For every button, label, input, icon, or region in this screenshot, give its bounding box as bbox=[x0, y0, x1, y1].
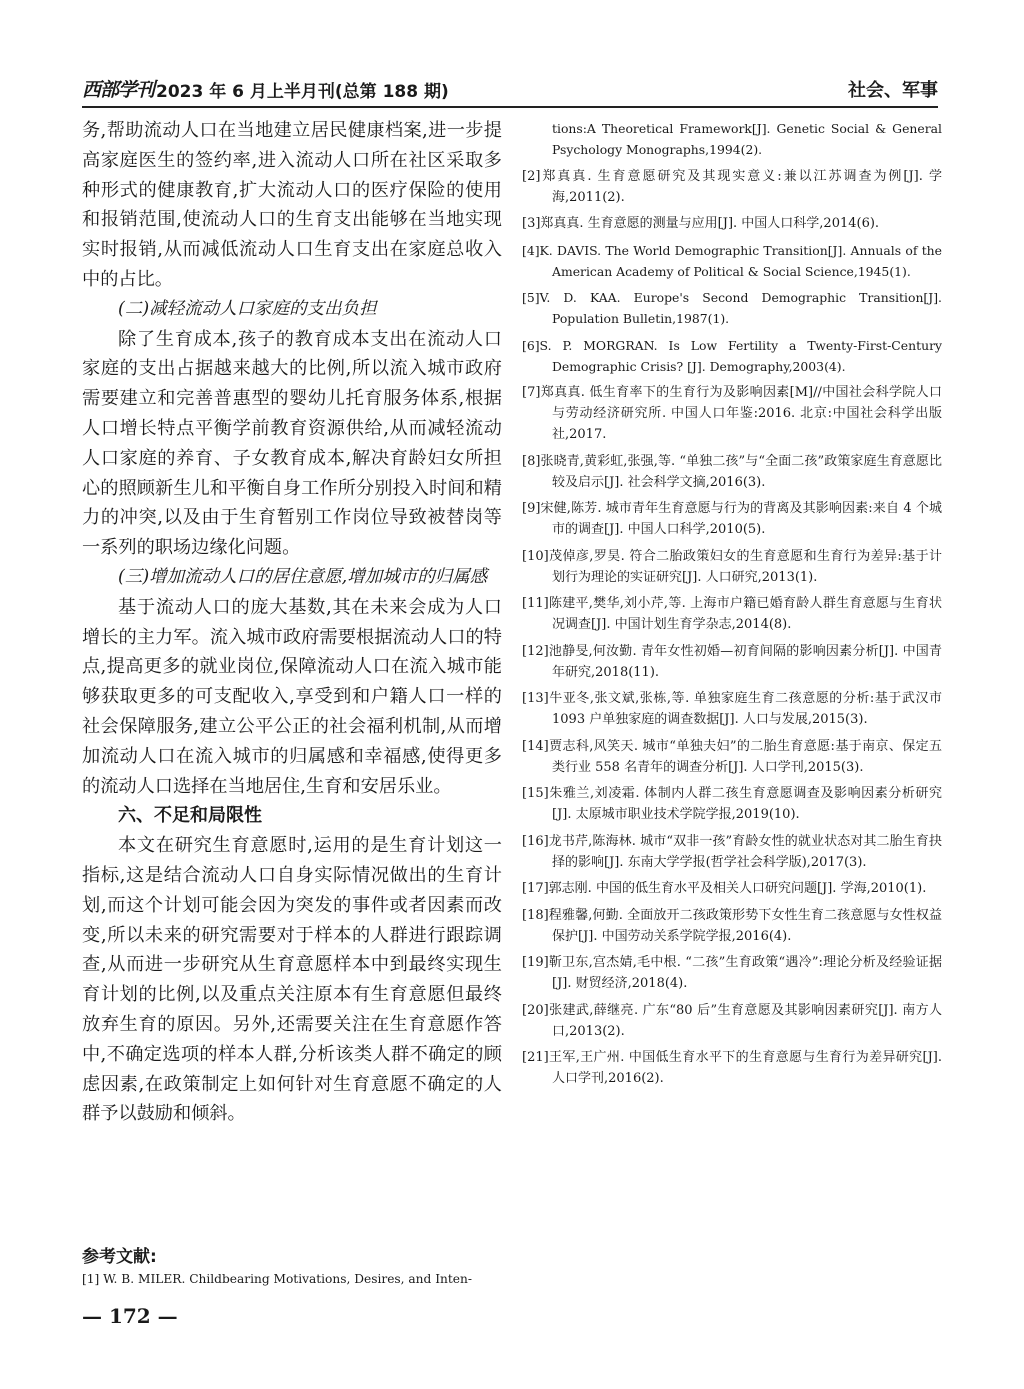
paragraph-4: 本文在研究生育意愿时,运用的是生育计划这一指标,这是结合流动人口自身实际情况做出的生育计划,而这个计划可能会因为突发的事件或者因素而改变,所以未来的研究需要对于样本的人群进行跟踪调查,从而进一步研究从生育意愿样本中到最终实现生育计划的比例,以及重点关注原本有生育意愿但最终放弃生育的原因。另外,还需要关注在生育意愿作答中,不确定选项的样本人群,分析该类人群不确定的顾虑因素,在政策制定上如何针对生育意愿不确定的人群予以鼓励和倾斜。 bbox=[82, 835, 502, 1125]
reference-item: [13]牛亚冬,张文斌,张栋,等. 单独家庭生育二孩意愿的分析:基于武汉市 1093 户单独家庭的调查数据[J]. 人口与发展,2015(3). bbox=[522, 691, 942, 727]
reference-item: [3]郑真真. 生育意愿的测量与应用[J]. 中国人口科学,2014(6). bbox=[522, 216, 880, 231]
references-title: 参考文献: bbox=[82, 1247, 157, 1267]
page-number: — 172 — bbox=[82, 1304, 178, 1328]
issue-info: 2023 年 6 月上半月刊(总第 188 期) bbox=[156, 82, 449, 102]
section-label: 社会、军事 bbox=[848, 80, 938, 101]
subheading-3: (三)增加流动人口的居住意愿,增加城市的归属感 bbox=[118, 566, 488, 587]
reference-item: [9]宋健,陈芳. 城市青年生育意愿与行为的背离及其影响因素:来自 4 个城市的调查[J]. 中国人口科学,2010(5). bbox=[522, 501, 942, 537]
reference-item: [16]龙书芹,陈海林. 城市“双非一孩”育龄女性的就业状态对其二胎生育抉择的影响[J]. 东南大学学报(哲学社会科学版),2017(3). bbox=[522, 833, 942, 870]
reference-item: [10]茂倬彦,罗昊. 符合二胎政策妇女的生育意愿和生育行为差异:基于计划行为理论的实证研究[J]. 人口研究,2013(1). bbox=[522, 548, 942, 585]
reference-item: [20]张建武,薛继亮. 广东“80 后”生育意愿及其影响因素研究[J]. 南方人口,2013(2). bbox=[522, 1002, 942, 1039]
section-heading-6: 六、不足和局限性 bbox=[118, 805, 262, 827]
reference-item: [8]张晓青,黄彩虹,张强,等. “单独二孩”与“全面二孩”政策家庭生育意愿比较及启示[J]. 社会科学文摘,2016(3). bbox=[522, 453, 942, 490]
reference-1: [1] W. B. MILER. Childbearing Motivations, Desires, and Inten- bbox=[82, 1272, 472, 1286]
reference-item: [21]王军,王广州. 中国低生育水平下的生育意愿与生育行为差异研究[J]. 人口学刊,2016(2). bbox=[522, 1050, 942, 1086]
reference-1-continued: tions:A Theoretical Framework[J]. Genetic Social & General Psychology Monographs,1994(2). bbox=[552, 121, 942, 157]
left-column bbox=[82, 116, 502, 1129]
reference-item: [5]V. D. KAA. Europe's Second Demographic Transition[J]. Population Bulletin,1987(1). bbox=[522, 290, 942, 326]
reference-item: [17]郭志刚. 中国的低生育水平及相关人口研究问题[J]. 学海,2010(1). bbox=[522, 881, 927, 896]
reference-item: [14]贾志科,风笑天. 城市“单独夫妇”的二胎生育意愿:基于南京、保定五类行业 558 名青年的调查分析[J]. 人口学刊,2015(3). bbox=[522, 738, 942, 775]
header-left bbox=[82, 75, 449, 106]
reference-item: [19]靳卫东,宫杰婧,毛中根. “二孩”生育政策“遇冷”:理论分析及经验证据[J]. 财贸经济,2018(4). bbox=[522, 955, 942, 991]
journal-logo: 西部学刊 bbox=[82, 79, 155, 101]
paragraph-1: 务,帮助流动人口在当地建立居民健康档案,进一步提高家庭医生的签约率,进入流动人口所在社区采取多种形式的健康教育,扩大流动人口的医疗保险的使用和报销范围,使流动人口的生育支出能够在当地实现实时报销,从而减低流动人口生育支出在家庭总收入中的占比。 bbox=[82, 120, 502, 290]
reference-item: [11]陈建平,樊华,刘小芹,等. 上海市户籍已婚育龄人群生育意愿与生育状况调查[J]. 中国计划生育学杂志,2014(8). bbox=[522, 596, 942, 632]
reference-item: [15]朱雅兰,刘凌霜. 体制内人群二孩生育意愿调查及影响因素分析研究[J]. 太原城市职业技术学院学报,2019(10). bbox=[522, 786, 942, 822]
reference-item: [7]郑真真. 低生育率下的生育行为及影响因素[M]//中国社会科学院人口与劳动经济研究所. 中国人口年鉴:2016. 北京:中国社会科学出版社,2017. bbox=[522, 385, 942, 442]
running-header bbox=[82, 72, 938, 108]
reference-item: [4]K. DAVIS. The World Demographic Transition[J]. Annuals of the American Academy of Political & Social Science,1945(1). bbox=[522, 242, 942, 279]
right-column bbox=[522, 118, 942, 1095]
paragraph-3: 基于流动人口的庞大基数,其在未来会成为人口增长的主力军。流入城市政府需要根据流动人口的特点,提高更多的就业岗位,保障流动人口在流入城市能够获取更多的可支配收入,享受到和户籍人口一样的社会保障服务,建立公平公正的社会福利机制,从而增加流动人口在流入城市的归属感和幸福感,使得更多的流动人口选择在当地居住,生育和安居乐业。 bbox=[82, 596, 502, 797]
subheading-2: (二)减轻流动人口家庭的支出负担 bbox=[118, 298, 377, 319]
reference-item: [2]郑真真. 生育意愿研究及其现实意义:兼以江苏调查为例[J]. 学海,2011(2). bbox=[522, 168, 942, 205]
reference-item: [18]程雅馨,何勤. 全面放开二孩政策形势下女性生育二孩意愿与女性权益保护[J]. 中国劳动关系学院学报,2016(4). bbox=[522, 907, 942, 944]
paragraph-2: 除了生育成本,孩子的教育成本支出在流动人口家庭的支出占据越来越大的比例,所以流入城市政府需要建立和完善普惠型的婴幼儿托育服务体系,根据人口增长特点平衡学前教育资源供给,从而减轻流动人口家庭的养育、子女教育成本,解决育龄妇女所担心的照顾新生儿和平衡自身工作所分别投入时间和精力的冲突,以及由于生育暂别工作岗位导致被替岗等一系列的职场边缘化问题。 bbox=[82, 328, 502, 559]
reference-item: [12]池静旻,何汝勤. 青年女性初婚—初育间隔的影响因素分析[J]. 中国青年研究,2018(11). bbox=[522, 643, 942, 680]
reference-item: [6]S. P. MORGRAN. Is Low Fertility a Twenty-First-Century Demographic Crisis? [J]. Demography,2003(4). bbox=[522, 337, 942, 374]
